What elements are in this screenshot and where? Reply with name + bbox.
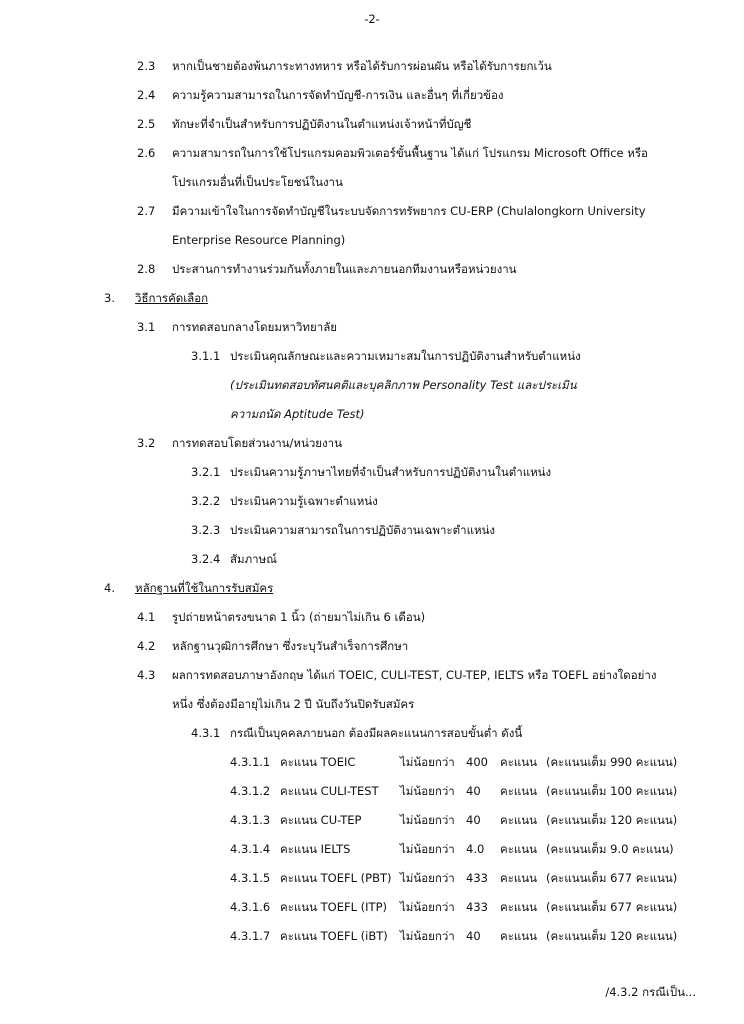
item-text: ความรู้ความสามารถในการจัดทำบัญชี-การเงิน และอื่นๆ ที่เกี่ยวข้อง xyxy=(172,88,504,102)
score-number: 4.3.1.5 xyxy=(230,871,271,885)
subitem-text: ประเมินความรู้ภาษาไทยที่จำเป็นสำหรับการปฏิบัติงานในตำแหน่ง xyxy=(230,465,552,479)
score-unit: คะแนน xyxy=(500,929,538,943)
item-number: 2.8 xyxy=(137,262,156,276)
item-text-continued: โปรแกรมอื่นที่เป็นประโยชน์ในงาน xyxy=(172,175,343,189)
score-full: (คะแนนเต็ม 120 คะแนน) xyxy=(546,813,678,827)
score-min-label: ไม่น้อยกว่า xyxy=(400,842,455,856)
item-text: มีความเข้าใจในการจัดทำบัญชีในระบบจัดการทรัพยากร CU-ERP (Chulalongkorn University xyxy=(172,204,646,218)
score-full: (คะแนนเต็ม 677 คะแนน) xyxy=(546,871,678,885)
item-number: 2.5 xyxy=(137,117,156,131)
score-min-label: ไม่น้อยกว่า xyxy=(400,929,455,943)
section-number: 3. xyxy=(104,291,115,305)
item-text: ความสามารถในการใช้โปรแกรมคอมพิวเตอร์ขั้นพื้นฐาน ได้แก่ โปรแกรม Microsoft Office หรือ xyxy=(172,146,648,160)
subitem-text-continued: ความถนัด Aptitude Test) xyxy=(230,407,365,421)
item-number: 2.7 xyxy=(137,204,156,218)
item-text-continued: Enterprise Resource Planning) xyxy=(172,233,346,247)
item-text-continued: หนึ่ง ซึ่งต้องมีอายุไม่เกิน 2 ปี นับถึงวันปิดรับสมัคร xyxy=(172,697,415,711)
score-min-value: 433 xyxy=(466,871,488,885)
score-number: 4.3.1.1 xyxy=(230,755,271,769)
score-unit: คะแนน xyxy=(500,755,538,769)
subitem-text: กรณีเป็นบุคคลภายนอก ต้องมีผลคะแนนการสอบขั้นต่ำ ดังนี้ xyxy=(230,726,523,740)
subitem-text: ประเมินคุณลักษณะและความเหมาะสมในการปฏิบัติงานสำหรับตำแหน่ง xyxy=(230,349,581,363)
score-min-label: ไม่น้อยกว่า xyxy=(400,755,455,769)
score-label: คะแนน TOEFL (ITP) xyxy=(280,900,388,914)
score-min-label: ไม่น้อยกว่า xyxy=(400,813,455,827)
score-full: (คะแนนเต็ม 9.0 คะแนน) xyxy=(546,842,674,856)
item-number: 4.1 xyxy=(137,610,156,624)
item-number: 2.6 xyxy=(137,146,156,160)
score-label: คะแนน TOEFL (PBT) xyxy=(280,871,392,885)
item-number: 4.3 xyxy=(137,668,156,682)
continuation-note: /4.3.2 กรณีเป็น... xyxy=(605,985,696,999)
score-full: (คะแนนเต็ม 100 คะแนน) xyxy=(546,784,678,798)
score-unit: คะแนน xyxy=(500,813,538,827)
item-text: หากเป็นชายต้องพ้นภาระทางทหาร หรือได้รับการผ่อนผัน หรือได้รับการยกเว้น xyxy=(172,59,552,73)
score-min-value: 400 xyxy=(466,755,488,769)
score-full: (คะแนนเต็ม 120 คะแนน) xyxy=(546,929,678,943)
subitem-number: 3.2.1 xyxy=(191,465,221,479)
item-number: 2.4 xyxy=(137,88,156,102)
section-heading: วิธีการคัดเลือก xyxy=(135,291,209,305)
score-label: คะแนน TOEIC xyxy=(280,755,356,769)
score-unit: คะแนน xyxy=(500,900,538,914)
subitem-text: ประเมินความสามารถในการปฏิบัติงานเฉพาะตำแหน่ง xyxy=(230,523,496,537)
item-number: 2.3 xyxy=(137,59,156,73)
score-number: 4.3.1.7 xyxy=(230,929,271,943)
item-text: ประสานการทำงานร่วมกันทั้งภายในและภายนอกทีมงานหรือหน่วยงาน xyxy=(172,262,517,276)
page-number: -2- xyxy=(364,12,380,26)
subitem-number: 3.1.1 xyxy=(191,349,221,363)
score-unit: คะแนน xyxy=(500,784,538,798)
section-heading: หลักฐานที่ใช้ในการรับสมัคร xyxy=(135,581,274,595)
score-min-value: 433 xyxy=(466,900,488,914)
subitem-number: 3.2.3 xyxy=(191,523,221,537)
subitem-text: สัมภาษณ์ xyxy=(230,552,277,566)
score-full: (คะแนนเต็ม 990 คะแนน) xyxy=(546,755,678,769)
item-text: ทักษะที่จำเป็นสำหรับการปฏิบัติงานในตำแหน่งเจ้าหน้าที่บัญชี xyxy=(172,117,472,131)
item-number: 4.2 xyxy=(137,639,156,653)
subitem-text: ประเมินความรู้เฉพาะตำแหน่ง xyxy=(230,494,378,508)
score-min-value: 40 xyxy=(466,813,481,827)
score-min-label: ไม่น้อยกว่า xyxy=(400,784,455,798)
score-number: 4.3.1.2 xyxy=(230,784,271,798)
score-min-value: 40 xyxy=(466,929,481,943)
score-label: คะแนน CULI-TEST xyxy=(280,784,379,798)
item-text: รูปถ่ายหน้าตรงขนาด 1 นิ้ว (ถ่ายมาไม่เกิน 6 เดือน) xyxy=(172,610,426,624)
item-text: การทดสอบโดยส่วนงาน/หน่วยงาน xyxy=(172,436,342,450)
item-text: การทดสอบกลางโดยมหาวิทยาลัย xyxy=(172,320,337,334)
subitem-text-continued: (ประเมินทดสอบทัศนคติและบุคลิกภาพ Personality Test และประเมิน xyxy=(230,378,577,392)
subitem-number: 3.2.4 xyxy=(191,552,221,566)
score-label: คะแนน IELTS xyxy=(280,842,351,856)
score-label: คะแนน TOEFL (iBT) xyxy=(280,929,388,943)
score-min-label: ไม่น้อยกว่า xyxy=(400,900,455,914)
score-min-value: 4.0 xyxy=(466,842,485,856)
subitem-number: 4.3.1 xyxy=(191,726,221,740)
score-unit: คะแนน xyxy=(500,871,538,885)
item-number: 3.1 xyxy=(137,320,156,334)
score-number: 4.3.1.4 xyxy=(230,842,271,856)
score-min-label: ไม่น้อยกว่า xyxy=(400,871,455,885)
score-unit: คะแนน xyxy=(500,842,538,856)
score-number: 4.3.1.3 xyxy=(230,813,271,827)
section-number: 4. xyxy=(104,581,115,595)
score-number: 4.3.1.6 xyxy=(230,900,271,914)
score-full: (คะแนนเต็ม 677 คะแนน) xyxy=(546,900,678,914)
score-label: คะแนน CU-TEP xyxy=(280,813,362,827)
item-text: ผลการทดสอบภาษาอังกฤษ ได้แก่ TOEIC, CULI-TEST, CU-TEP, IELTS หรือ TOEFL อย่างใดอย่าง xyxy=(172,668,657,682)
subitem-number: 3.2.2 xyxy=(191,494,221,508)
item-number: 3.2 xyxy=(137,436,156,450)
item-text: หลักฐานวุฒิการศึกษา ซึ่งระบุวันสำเร็จการศึกษา xyxy=(172,639,409,653)
score-min-value: 40 xyxy=(466,784,481,798)
